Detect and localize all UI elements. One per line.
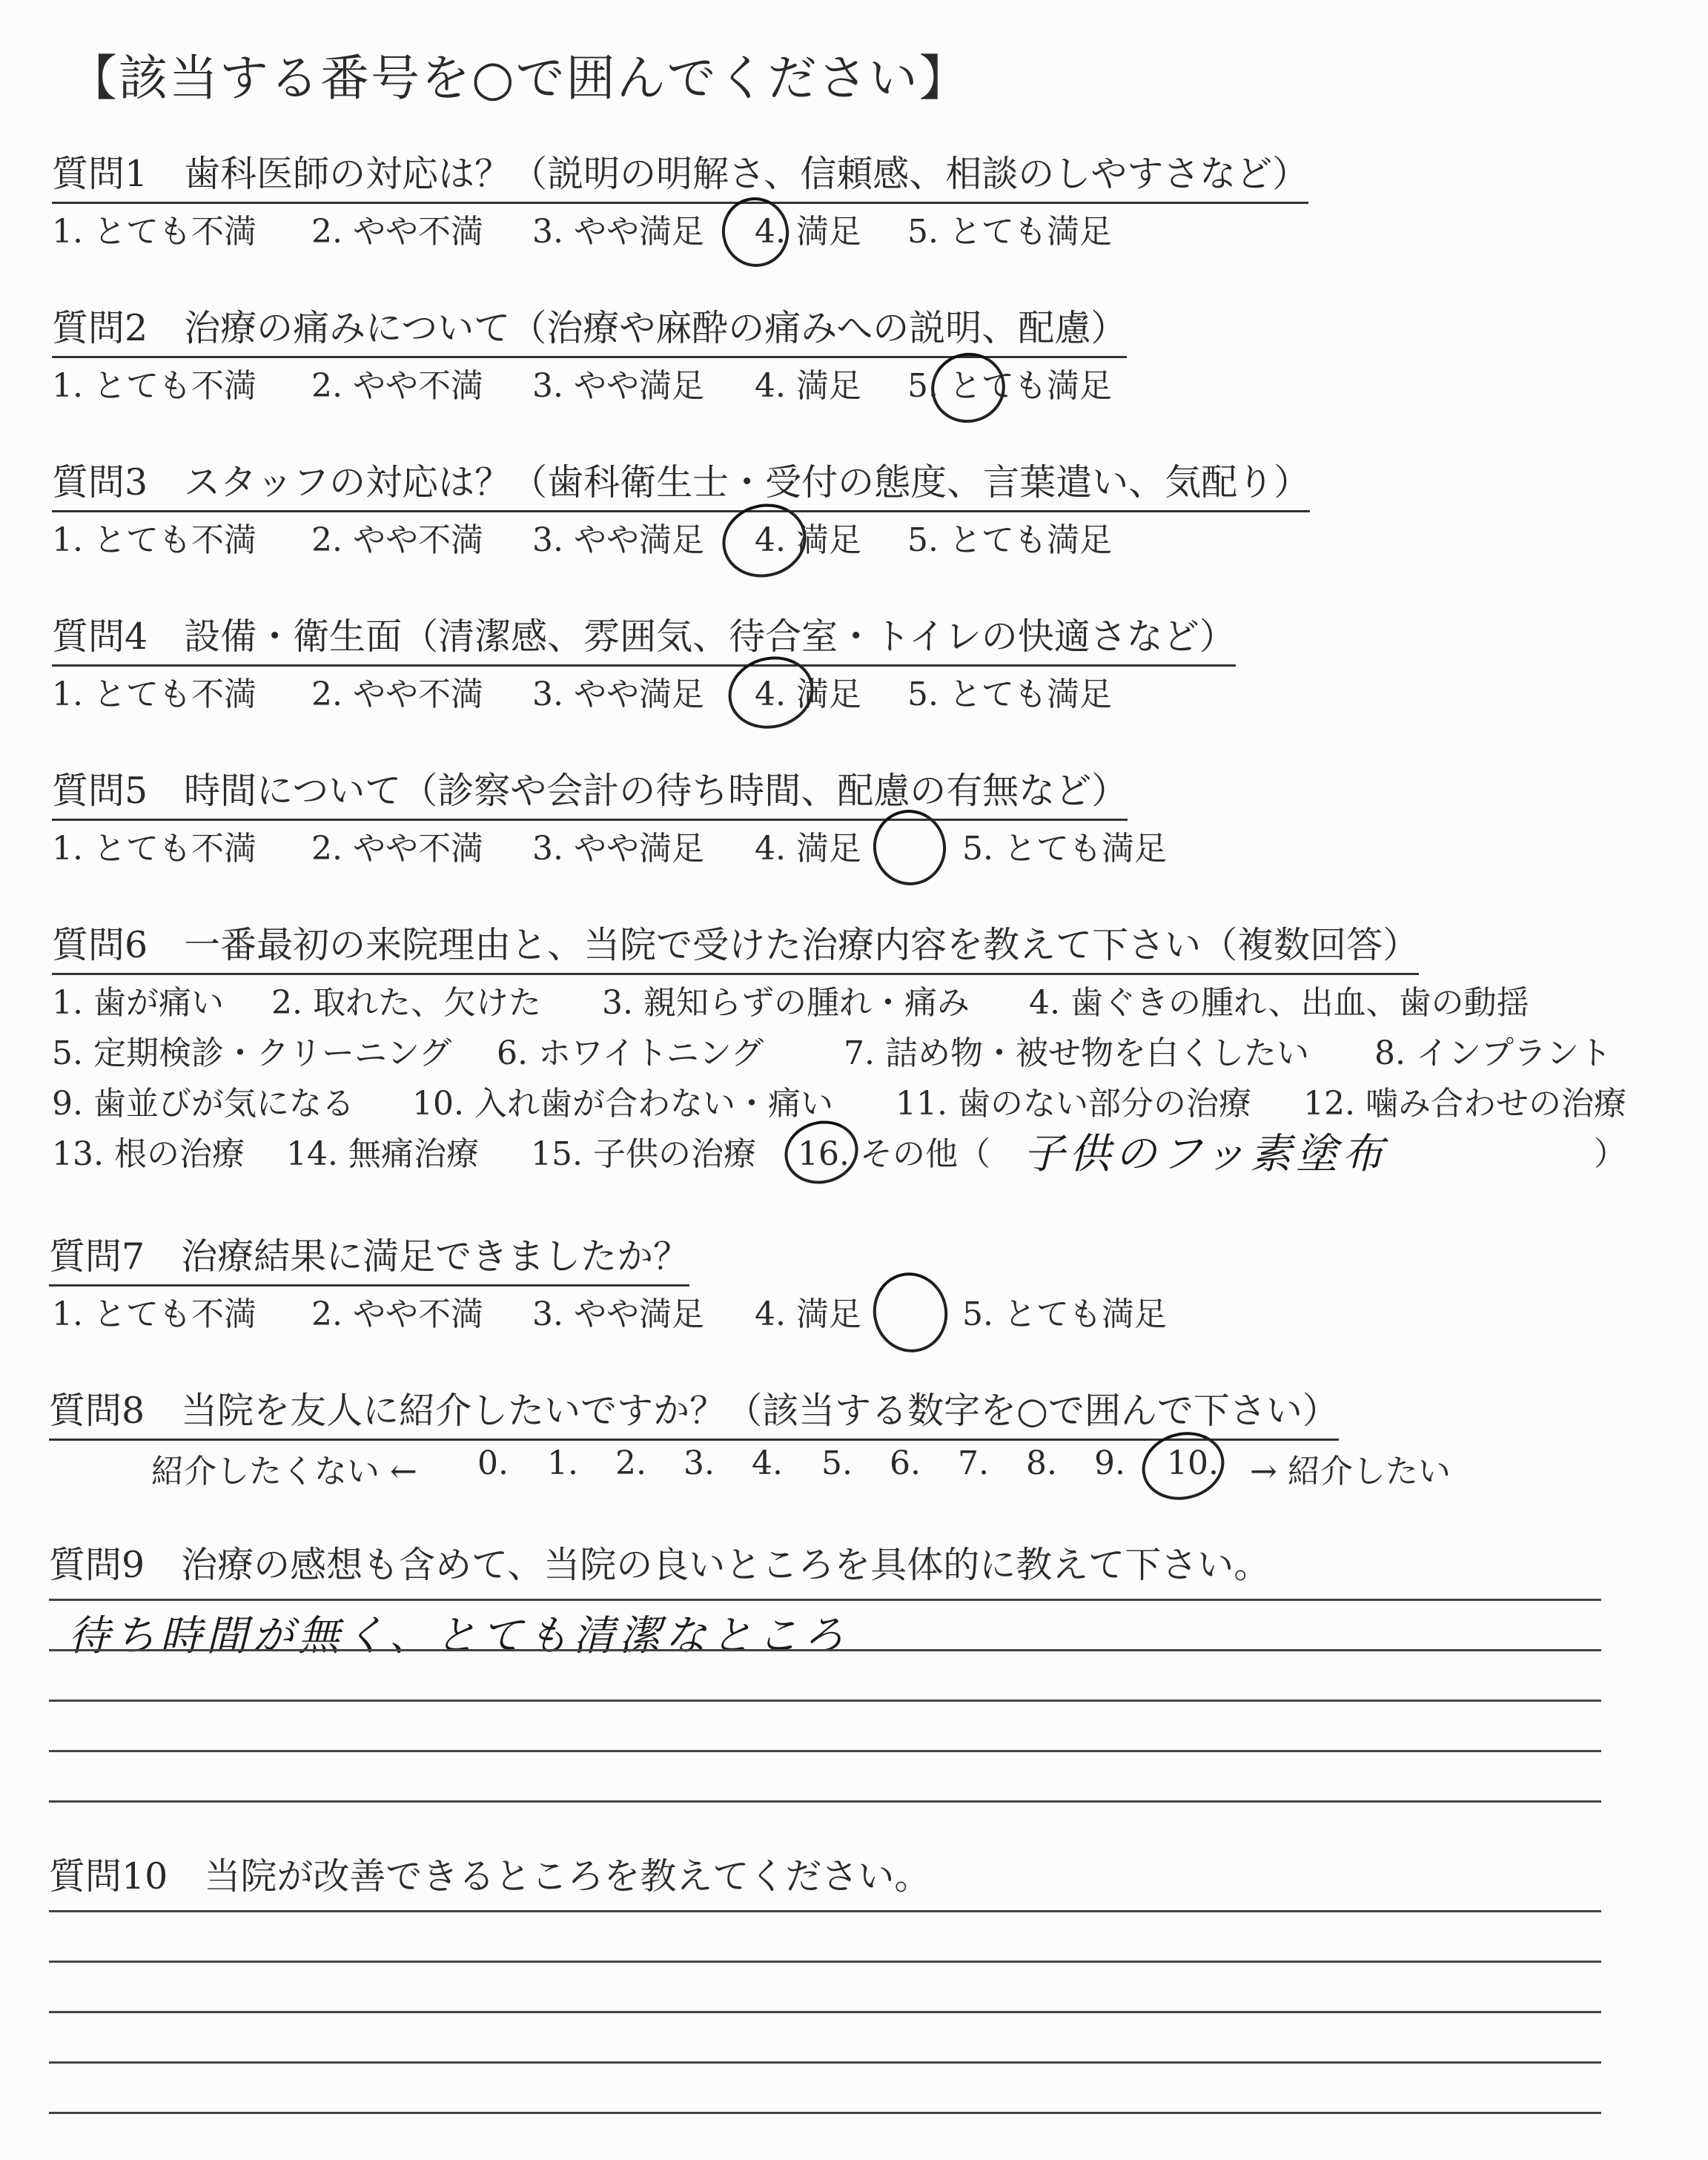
- q5-option-1[interactable]: 1. とても不満: [52, 830, 256, 868]
- q4-option-4[interactable]: 4. 満足: [755, 676, 861, 713]
- q6-other-close-paren: ）: [1594, 1135, 1626, 1173]
- question-3-title: 質問3 スタッフの対応は？（歯科衛生士・受付の態度、言葉遣い、気配り）: [52, 454, 1310, 512]
- q2-option-4[interactable]: 4. 満足: [755, 367, 861, 405]
- q9-answer-line-4: [49, 1750, 1601, 1752]
- q1-option-4[interactable]: 4. 満足: [755, 213, 861, 251]
- q1-option-2[interactable]: 2. やや不満: [311, 213, 483, 251]
- q6-option-13[interactable]: 13. 根の治療: [52, 1135, 245, 1173]
- q8-score-10[interactable]: 10.: [1167, 1444, 1219, 1482]
- q10-answer-line-3: [49, 2011, 1601, 2013]
- q3-option-1[interactable]: 1. とても不満: [52, 521, 256, 559]
- q9-handwritten-answer: 待ち時間が無く、とても清潔なところ: [68, 1612, 849, 1660]
- q3-option-2[interactable]: 2. やや不満: [311, 521, 483, 559]
- q9-answer-line-1: [49, 1599, 1601, 1601]
- q6-option-4[interactable]: 4. 歯ぐきの腫れ、出血、歯の動揺: [1029, 984, 1529, 1022]
- q6-option-1[interactable]: 1. 歯が痛い: [52, 984, 224, 1022]
- q7-option-2[interactable]: 2. やや不満: [311, 1295, 483, 1333]
- q4-option-5[interactable]: 5. とても満足: [907, 676, 1112, 713]
- q10-answer-line-5: [49, 2112, 1601, 2114]
- q8-score-4[interactable]: 4.: [752, 1444, 783, 1482]
- q6-option-10[interactable]: 10. 入れ歯が合わない・痛い: [412, 1085, 833, 1123]
- q1-option-5[interactable]: 5. とても満足: [907, 213, 1112, 251]
- question-6-title: 質問6 一番最初の来院理由と、当院で受けた治療内容を教えて下さい（複数回答）: [52, 916, 1419, 975]
- q6-selection-circle: [778, 1113, 864, 1192]
- q8-score-0[interactable]: 0.: [477, 1444, 509, 1482]
- q7-option-3[interactable]: 3. やや満足: [532, 1295, 704, 1333]
- q7-option-4[interactable]: 4. 満足: [755, 1295, 861, 1333]
- q8-score-3[interactable]: 3.: [683, 1444, 715, 1482]
- q10-answer-line-4: [49, 2061, 1601, 2064]
- question-1-title: 質問1 歯科医師の対応は？（説明の明解さ、信頼感、相談のしやすさなど）: [52, 145, 1308, 204]
- q6-option-8[interactable]: 8. インプラント: [1374, 1034, 1612, 1072]
- q6-option-5[interactable]: 5. 定期検診・クリーニング: [52, 1034, 452, 1072]
- q5-option-3[interactable]: 3. やや満足: [532, 830, 704, 868]
- q8-score-2[interactable]: 2.: [615, 1444, 646, 1482]
- instruction-heading: 【該当する番号を○で囲んでください】: [68, 50, 970, 107]
- q7-selection-circle: [864, 1265, 956, 1361]
- question-2-title: 質問2 治療の痛みについて（治療や麻酔の痛みへの説明、配慮）: [52, 300, 1127, 358]
- question-5-title: 質問5 時間について（診察や会計の待ち時間、配慮の有無など）: [52, 762, 1128, 821]
- q3-option-3[interactable]: 3. やや満足: [532, 521, 704, 559]
- q8-score-5[interactable]: 5.: [821, 1444, 853, 1482]
- question-10-title: 質問10 当院が改善できるところを教えてください。: [49, 1855, 931, 1898]
- q7-option-1[interactable]: 1. とても不満: [52, 1295, 256, 1333]
- q4-option-1[interactable]: 1. とても不満: [52, 676, 256, 713]
- q9-answer-line-3: [49, 1700, 1601, 1702]
- q6-option-7[interactable]: 7. 詰め物・被せ物を白くしたい: [844, 1034, 1309, 1072]
- q6-option-3[interactable]: 3. 親知らずの腫れ・痛み: [602, 984, 970, 1022]
- q6-option-11[interactable]: 11. 歯のない部分の治療: [896, 1085, 1251, 1123]
- question-8-title: 質問8 当院を友人に紹介したいですか？（該当する数字を○で囲んで下さい）: [49, 1382, 1339, 1441]
- q8-score-7[interactable]: 7.: [958, 1444, 989, 1482]
- q5-option-5[interactable]: 5. とても満足: [962, 830, 1167, 868]
- q6-option-9[interactable]: 9. 歯並びが気になる: [52, 1085, 354, 1123]
- q6-option-14[interactable]: 14. 無痛治療: [286, 1135, 479, 1173]
- q9-answer-line-2: [49, 1649, 1601, 1651]
- q2-option-1[interactable]: 1. とても不満: [52, 367, 256, 405]
- q6-option-2[interactable]: 2. 取れた、欠けた: [271, 984, 541, 1022]
- q2-option-5[interactable]: 5. とても満足: [907, 367, 1112, 405]
- question-4-title: 質問4 設備・衛生面（清潔感、雰囲気、待合室・トイレの快適さなど）: [52, 608, 1236, 667]
- q9-answer-line-5: [49, 1800, 1601, 1803]
- q6-option-6[interactable]: 6. ホワイトニング: [497, 1034, 764, 1072]
- q5-option-4[interactable]: 4. 満足: [755, 830, 861, 868]
- q6-option-15[interactable]: 15. 子供の治療: [531, 1135, 756, 1173]
- q8-left-label: 紹介したくない ←: [151, 1453, 417, 1490]
- q8-score-6[interactable]: 6.: [890, 1444, 921, 1482]
- q8-score-9[interactable]: 9.: [1094, 1444, 1125, 1482]
- q1-option-1[interactable]: 1. とても不満: [52, 213, 256, 251]
- q8-score-8[interactable]: 8.: [1026, 1444, 1057, 1482]
- q7-option-5[interactable]: 5. とても満足: [962, 1295, 1167, 1333]
- q6-other-handwritten: 子供のフッ素塗布: [1023, 1130, 1388, 1178]
- q3-option-5[interactable]: 5. とても満足: [907, 521, 1112, 559]
- q2-option-2[interactable]: 2. やや不満: [311, 367, 483, 405]
- q10-answer-line-2: [49, 1961, 1601, 1963]
- q1-option-3[interactable]: 3. やや満足: [532, 213, 704, 251]
- question-7-title: 質問7 治療結果に満足できましたか？: [49, 1228, 689, 1287]
- q4-option-3[interactable]: 3. やや満足: [532, 676, 704, 713]
- q4-option-2[interactable]: 2. やや不満: [311, 676, 483, 713]
- q5-option-2[interactable]: 2. やや不満: [311, 830, 483, 868]
- q6-option-16[interactable]: 16. その他（: [798, 1135, 990, 1173]
- q8-right-label: → 紹介したい: [1250, 1453, 1451, 1490]
- q8-score-1[interactable]: 1.: [547, 1444, 578, 1482]
- q3-option-4[interactable]: 4. 満足: [755, 521, 861, 559]
- q6-option-12[interactable]: 12. 噛み合わせの治療: [1303, 1085, 1626, 1123]
- q10-answer-line-1: [49, 1910, 1601, 1912]
- question-9-title: 質問9 治療の感想も含めて、当院の良いところを具体的に教えて下さい。: [49, 1544, 1271, 1586]
- q2-option-3[interactable]: 3. やや満足: [532, 367, 704, 405]
